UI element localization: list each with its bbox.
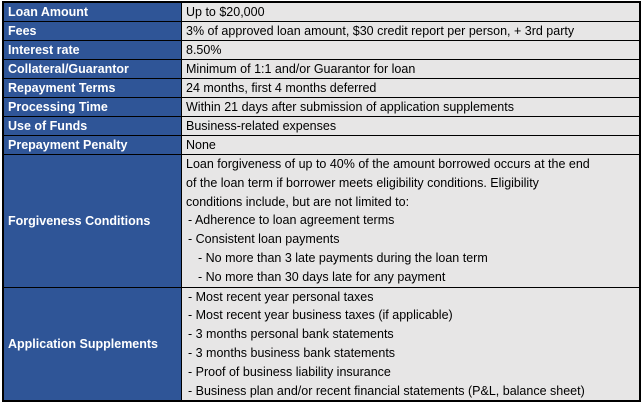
table-row <box>3 287 640 401</box>
row-label-forgiveness-conditions: Forgiveness Conditions <box>3 155 182 288</box>
supplement-list-item: - Most recent year business taxes (if applicable) <box>188 308 453 323</box>
row-value-prepayment-penalty: None <box>182 136 641 155</box>
row-value-application-supplements <box>182 287 641 401</box>
row-value-interest-rate: 8.50% <box>182 41 641 60</box>
row-label-loan-amount: Loan Amount <box>3 2 182 22</box>
table-row <box>3 79 640 98</box>
row-label-prepayment-penalty: Prepayment Penalty <box>3 136 182 155</box>
supplement-list-item: - 3 months business bank statements <box>188 345 396 360</box>
row-label-application-supplements: Application Supplements <box>3 287 182 401</box>
table-row <box>3 41 640 60</box>
forgiveness-condition-item: - Consistent loan payments <box>188 232 340 247</box>
table-row <box>3 22 640 41</box>
row-label-processing-time: Processing Time <box>3 98 182 117</box>
row-value-loan-amount: Up to $20,000 <box>182 2 641 22</box>
row-label-repayment-terms: Repayment Terms <box>3 79 182 98</box>
table-row <box>3 155 640 288</box>
table-row <box>3 2 640 22</box>
forgiveness-text-line: Loan forgiveness of up to 40% of the amount borrowed occurs at the end <box>186 157 590 171</box>
forgiveness-text-line: of the loan term if borrower meets eligibility conditions. Eligibility <box>186 175 539 190</box>
row-label-use-of-funds: Use of Funds <box>3 117 182 136</box>
supplement-list-item: - 3 months personal bank statements <box>188 327 394 342</box>
table-row <box>3 98 640 117</box>
table-row <box>3 117 640 136</box>
forgiveness-sub-condition-item: - No more than 30 days late for any payment <box>198 269 446 284</box>
loan-terms-table <box>2 1 641 402</box>
row-value-collateral: Minimum of 1:1 and/or Guarantor for loan <box>182 60 641 79</box>
supplement-list-item: - Business plan and/or recent financial statements (P&L, balance sheet) <box>188 383 585 398</box>
row-value-repayment-terms: 24 months, first 4 months deferred <box>182 79 641 98</box>
supplement-list-item: - Proof of business liability insurance <box>188 364 391 379</box>
row-value-forgiveness-conditions <box>182 155 641 288</box>
row-value-use-of-funds: Business-related expenses <box>182 117 641 136</box>
forgiveness-text-line: conditions include, but are not limited to: <box>186 194 410 209</box>
forgiveness-condition-item: - Adherence to loan agreement terms <box>188 213 395 228</box>
forgiveness-sub-condition-item: - No more than 3 late payments during the loan term <box>198 250 488 265</box>
row-value-processing-time: Within 21 days after submission of application supplements <box>182 98 641 117</box>
row-label-fees: Fees <box>3 22 182 41</box>
row-value-fees: 3% of approved loan amount, $30 credit report per person, + 3rd party <box>182 22 641 41</box>
table-row <box>3 136 640 155</box>
table-row <box>3 60 640 79</box>
supplement-list-item: - Most recent year personal taxes <box>188 289 374 304</box>
row-label-interest-rate: Interest rate <box>3 41 182 60</box>
row-label-collateral: Collateral/Guarantor <box>3 60 182 79</box>
